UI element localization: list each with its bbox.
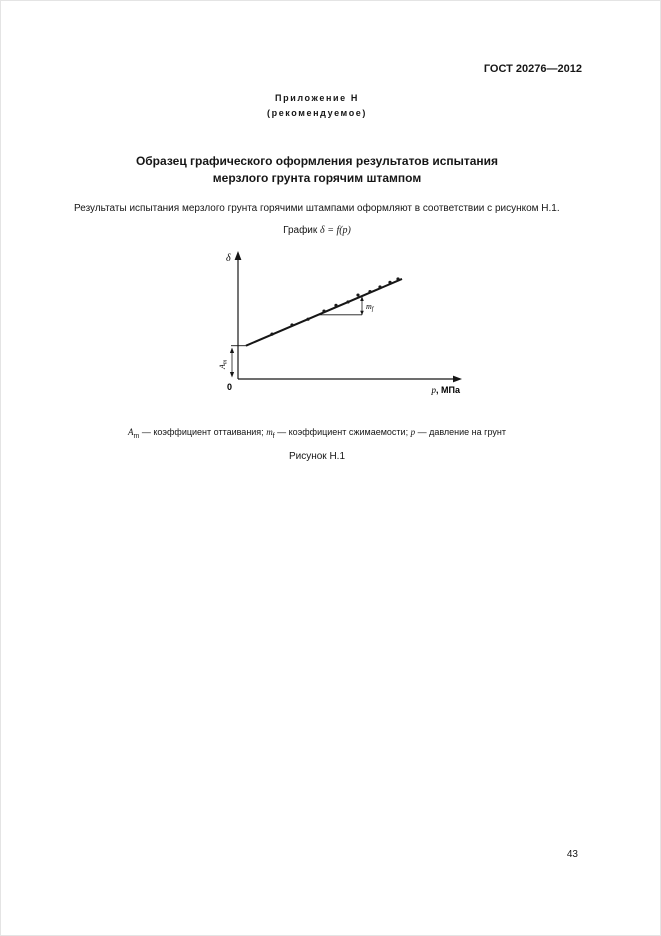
chart-caption — [1, 225, 633, 236]
slope-label: mf — [366, 302, 374, 313]
page-number: 43 — [566, 849, 578, 860]
intercept-label: Am — [218, 359, 229, 369]
standard-reference: ГОСТ 20276—2012 — [483, 63, 582, 75]
legend-var-Am: A — [128, 427, 134, 437]
page-title-line2: мерзлого грунта горячим штампом — [212, 171, 422, 185]
page-title — [1, 153, 633, 187]
appendix-subtitle: (рекомендуемое) — [267, 108, 367, 118]
appendix-title: Приложение Н — [275, 93, 359, 103]
chart-caption-formula: δ = f(p) — [320, 225, 351, 236]
legend-var-p: p — [410, 427, 416, 437]
y-axis-label: δ — [226, 253, 231, 264]
y-axis-arrow-icon — [235, 251, 242, 260]
chart-caption-prefix: График — [283, 225, 318, 236]
figure-legend: $A_m$ — коэффициент оттаивания; $m_f$ — коэффициент сжимаемости; p — давление на грунт — [128, 427, 506, 440]
x-axis-label: p, МПа — [431, 385, 460, 395]
figure-n1-chart — [198, 247, 478, 405]
appendix-heading — [1, 91, 633, 121]
body-paragraph: Результаты испытания мерзлого грунта горячими штампами оформляют в соответствии с рисунком Н.1. — [74, 203, 560, 214]
intercept-arrow-down-icon — [230, 372, 234, 378]
chart-svg — [198, 247, 478, 405]
page-title-line1: Образец графического оформления результатов испытания — [135, 154, 499, 168]
figure-number-label: Рисунок Н.1 — [288, 451, 346, 462]
legend-var-mf: m — [266, 427, 273, 437]
intercept-arrow-up-icon — [230, 348, 234, 354]
x-axis-arrow-icon — [453, 376, 462, 383]
origin-label: 0 — [226, 382, 232, 392]
